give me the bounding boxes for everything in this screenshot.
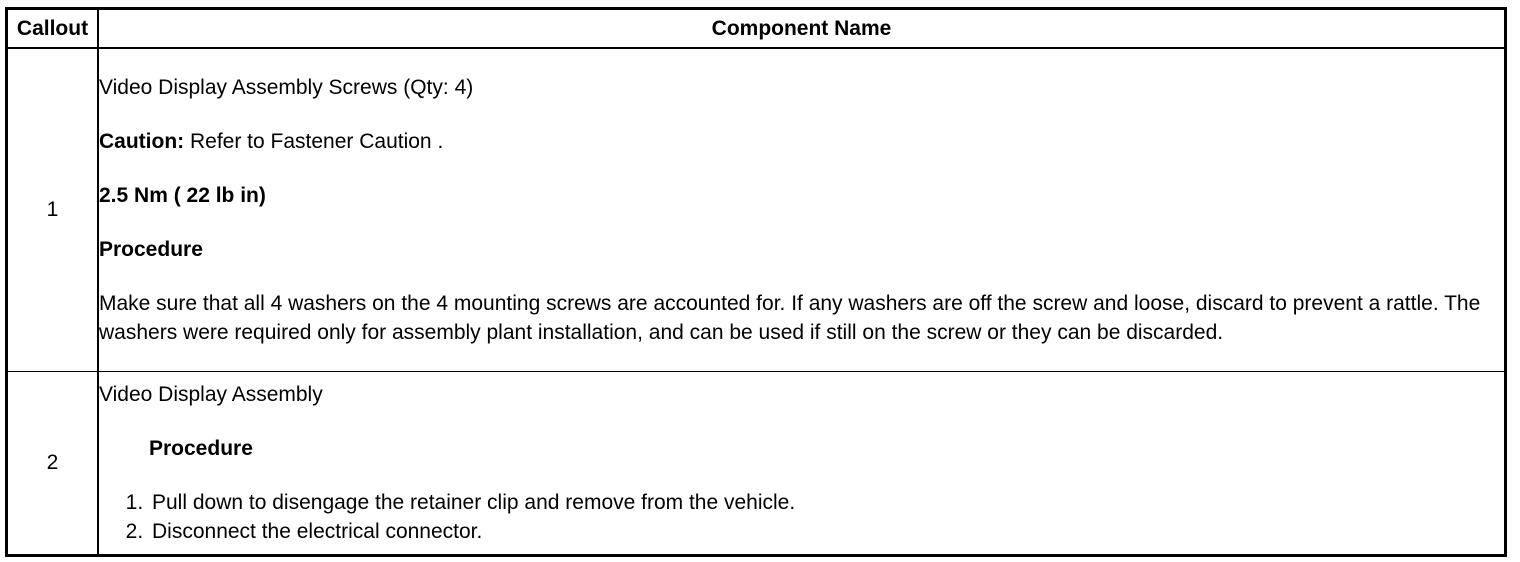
table-row — [7, 48, 1506, 372]
callout-column-header: Callout — [7, 9, 99, 49]
procedure-heading: Procedure — [149, 437, 253, 460]
table-header-row — [7, 9, 1506, 49]
callout-table — [5, 7, 1507, 557]
component-name: Video Display Assembly — [99, 383, 323, 406]
table-row — [7, 372, 1506, 556]
procedure-text: Make sure that all 4 washers on the 4 mounting screws are accounted for. If any washers are off the screw and loose, discard to prevent a rattle. The washers were required only for assembly plant installation, and can be used if still on the screw or they can be discarded. — [99, 292, 1481, 344]
procedure-step: 2. Disconnect the electrical connector. — [149, 517, 1504, 546]
component-name-column-header: Component Name — [98, 9, 1506, 49]
component-name: Video Display Assembly Screws (Qty: 4) — [99, 76, 474, 99]
caution-text: Refer to Fastener Caution . — [184, 130, 444, 153]
callout-number: 2 — [7, 372, 99, 556]
callout-number: 1 — [7, 48, 99, 372]
procedure-heading: Procedure — [99, 238, 203, 261]
torque-spec: 2.5 Nm ( 22 lb in) — [99, 184, 266, 207]
component-cell — [98, 372, 1506, 556]
procedure-step: 1. Pull down to disengage the retainer clip and remove from the vehicle. — [149, 488, 1504, 517]
caution-label: Caution: — [99, 130, 185, 153]
caution-note — [99, 127, 1504, 156]
component-cell — [98, 48, 1506, 372]
procedure-steps — [99, 488, 1504, 546]
